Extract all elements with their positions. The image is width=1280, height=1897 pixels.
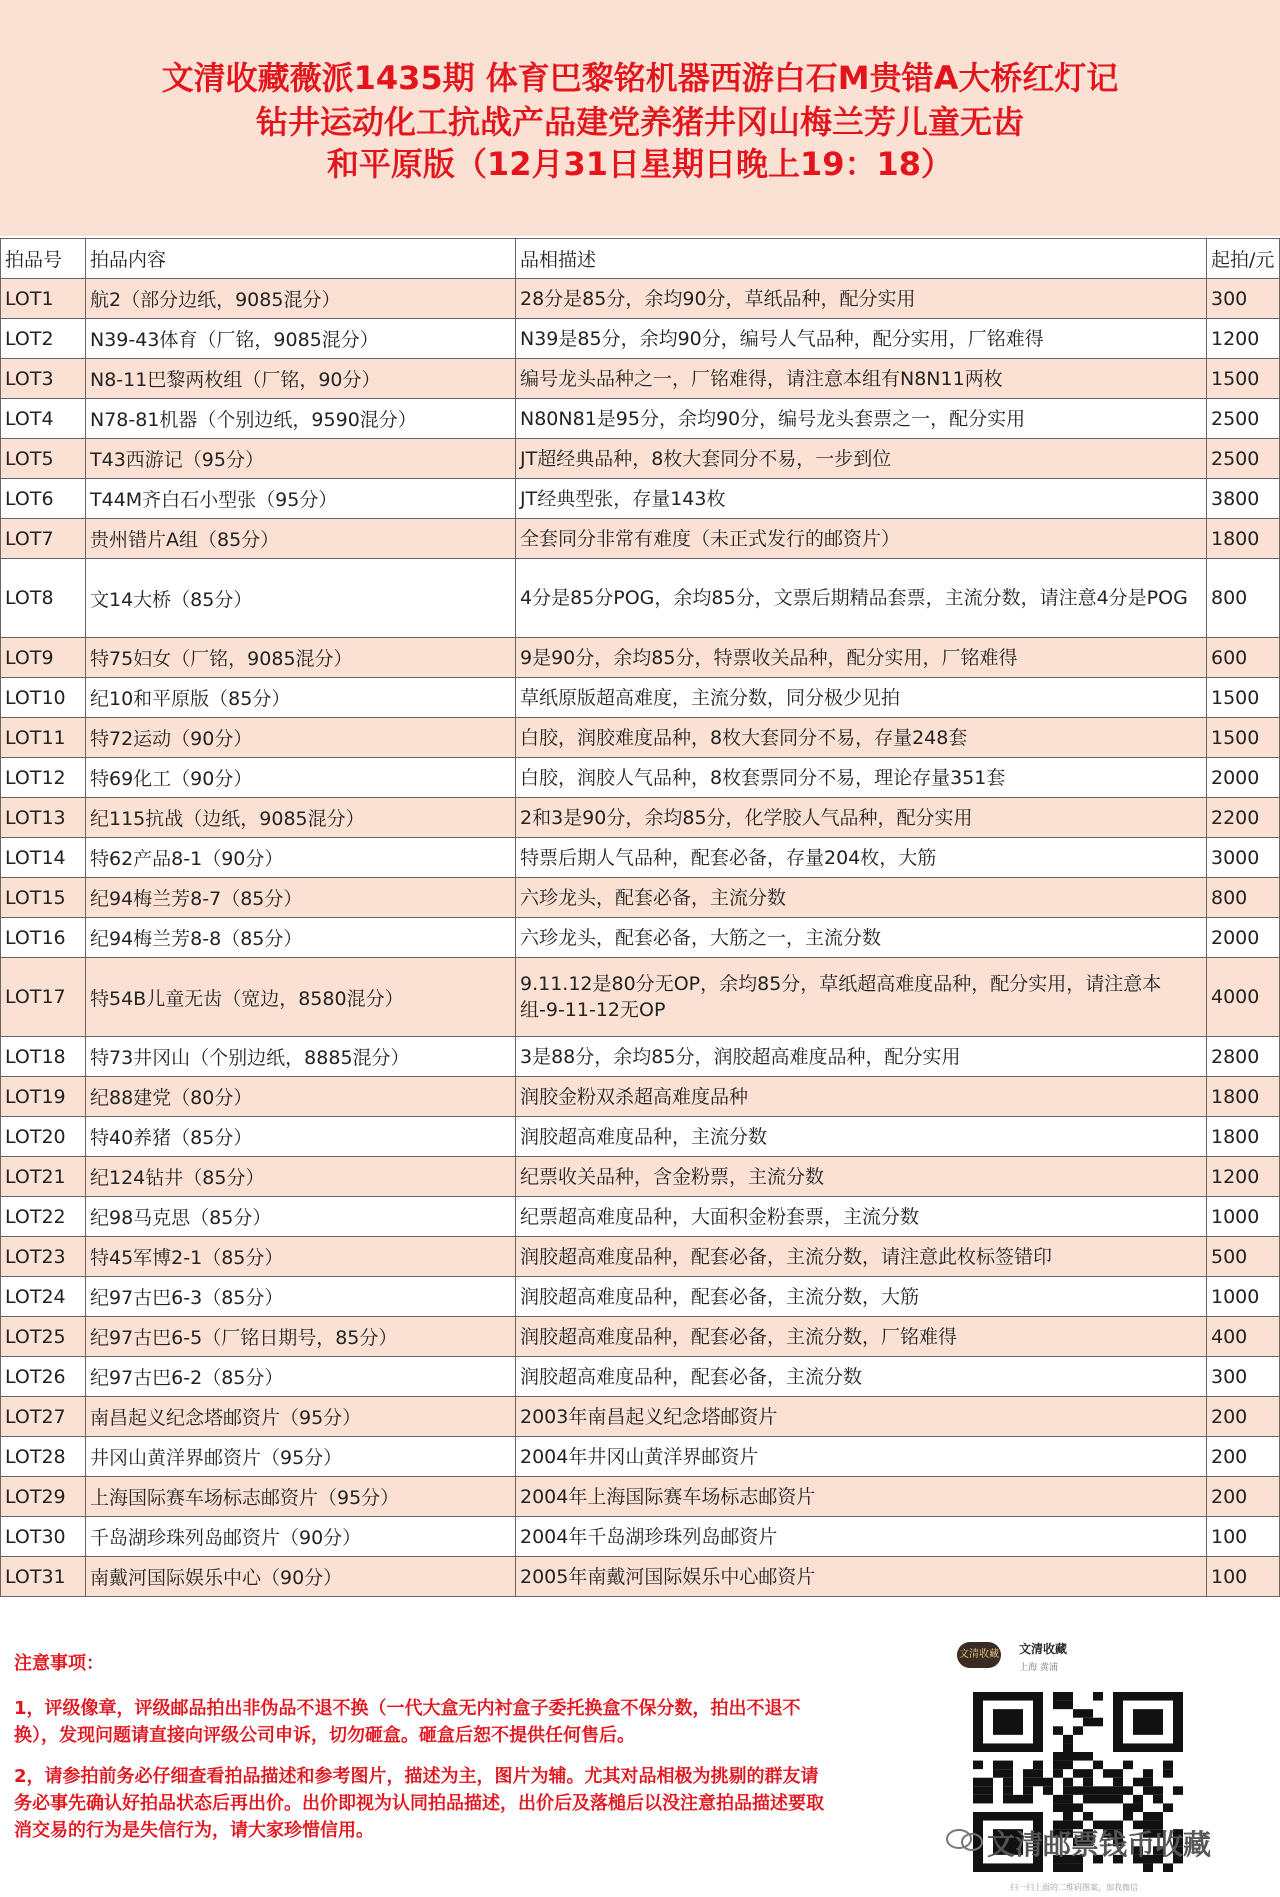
cell-starting-price: 3000 (1207, 838, 1280, 878)
cell-lot-number: LOT11 (1, 718, 86, 758)
cell-starting-price: 3800 (1207, 479, 1280, 519)
table-row (1, 798, 1280, 838)
table-row (1, 878, 1280, 918)
cell-lot-number: LOT15 (1, 878, 86, 918)
cell-lot-number: LOT8 (1, 559, 86, 638)
cell-lot-number: LOT4 (1, 399, 86, 439)
table-row (1, 958, 1280, 1037)
cell-lot-number: LOT2 (1, 319, 86, 359)
cell-condition-description: 特票后期人气品种，配套必备，存量204枚，大筋 (516, 838, 1207, 878)
table-row (1, 638, 1280, 678)
cell-condition-description: 2003年南昌起义纪念塔邮资片 (516, 1397, 1207, 1437)
cell-condition-description: 2004年千岛湖珍珠列岛邮资片 (516, 1517, 1207, 1557)
column-header-lot: 拍品号 (1, 239, 86, 279)
cell-lot-number: LOT28 (1, 1437, 86, 1477)
qr-footer-note: 扫一扫上面的二维码图案，加我微信 (1010, 1883, 1138, 1892)
cell-starting-price: 100 (1207, 1557, 1280, 1597)
table-row (1, 1397, 1280, 1437)
cell-starting-price: 2000 (1207, 918, 1280, 958)
wechat-caption (945, 1823, 1235, 1861)
header-banner (0, 0, 1280, 236)
cell-lot-number: LOT10 (1, 678, 86, 718)
cell-starting-price: 1000 (1207, 1277, 1280, 1317)
cell-lot-number: LOT29 (1, 1477, 86, 1517)
cell-lot-number: LOT16 (1, 918, 86, 958)
cell-item-content: 上海国际赛车场标志邮资片（95分） (86, 1477, 516, 1517)
cell-item-content: 纪124钻井（85分） (86, 1157, 516, 1197)
cell-lot-number: LOT23 (1, 1237, 86, 1277)
cell-item-content: 文14大桥（85分） (86, 559, 516, 638)
column-header-description: 品相描述 (516, 239, 1207, 279)
table-row (1, 718, 1280, 758)
cell-item-content: 井冈山黄洋界邮资片（95分） (86, 1437, 516, 1477)
cell-condition-description: 编号龙头品种之一，厂铭难得，请注意本组有N8N11两枚 (516, 359, 1207, 399)
cell-item-content: N39-43体育（厂铭，9085混分） (86, 319, 516, 359)
column-header-price: 起拍/元 (1207, 239, 1280, 279)
cell-starting-price: 1800 (1207, 1117, 1280, 1157)
cell-item-content: 特62产品8-1（90分） (86, 838, 516, 878)
cell-starting-price: 400 (1207, 1317, 1280, 1357)
table-row (1, 1517, 1280, 1557)
cell-starting-price: 300 (1207, 279, 1280, 319)
cell-condition-description: 润胶超高难度品种，主流分数 (516, 1117, 1207, 1157)
cell-starting-price: 2000 (1207, 758, 1280, 798)
cell-lot-number: LOT20 (1, 1117, 86, 1157)
table-row (1, 1237, 1280, 1277)
table-row (1, 1197, 1280, 1237)
cell-condition-description: 润胶超高难度品种，配套必备，主流分数，请注意此枚标签错印 (516, 1237, 1207, 1277)
cell-item-content: 纪94梅兰芳8-8（85分） (86, 918, 516, 958)
auction-lot-table (0, 238, 1280, 1597)
column-header-item: 拍品内容 (86, 239, 516, 279)
cell-item-content: 纪98马克思（85分） (86, 1197, 516, 1237)
cell-item-content: T43西游记（95分） (86, 439, 516, 479)
cell-condition-description: 3是88分，余均85分，润胶超高难度品种，配分实用 (516, 1037, 1207, 1077)
cell-lot-number: LOT18 (1, 1037, 86, 1077)
cell-lot-number: LOT22 (1, 1197, 86, 1237)
cell-item-content: 特54B儿童无齿（宽边，8580混分） (86, 958, 516, 1037)
table-row (1, 1117, 1280, 1157)
table-row (1, 1477, 1280, 1517)
cell-starting-price: 2500 (1207, 399, 1280, 439)
cell-item-content: 南戴河国际娱乐中心（90分） (86, 1557, 516, 1597)
table-row (1, 758, 1280, 798)
table-row (1, 1077, 1280, 1117)
cell-item-content: 纪10和平原版（85分） (86, 678, 516, 718)
cell-condition-description: 白胶，润胶难度品种，8枚大套同分不易，存量248套 (516, 718, 1207, 758)
brand-name: 文清收藏 (1019, 1642, 1068, 1656)
cell-lot-number: LOT31 (1, 1557, 86, 1597)
cell-condition-description: N39是85分，余均90分，编号人气品种，配分实用，厂铭难得 (516, 319, 1207, 359)
cell-starting-price: 800 (1207, 559, 1280, 638)
cell-item-content: 特75妇女（厂铭，9085混分） (86, 638, 516, 678)
cell-condition-description: JT超经典品种，8枚大套同分不易，一步到位 (516, 439, 1207, 479)
table-row (1, 1557, 1280, 1597)
cell-item-content: N78-81机器（个别边纸，9590混分） (86, 399, 516, 439)
cell-condition-description: JT经典型张，存量143枚 (516, 479, 1207, 519)
cell-starting-price: 1200 (1207, 1157, 1280, 1197)
cell-condition-description: 白胶，润胶人气品种，8枚套票同分不易，理论存量351套 (516, 758, 1207, 798)
cell-starting-price: 600 (1207, 638, 1280, 678)
table-row (1, 1317, 1280, 1357)
cell-starting-price: 200 (1207, 1397, 1280, 1437)
cell-item-content: 特40养猪（85分） (86, 1117, 516, 1157)
cell-lot-number: LOT27 (1, 1397, 86, 1437)
notice-section (14, 1650, 834, 1858)
cell-lot-number: LOT1 (1, 279, 86, 319)
brand-logo: 文清收藏 (957, 1642, 1001, 1668)
table-row (1, 439, 1280, 479)
cell-lot-number: LOT26 (1, 1357, 86, 1397)
title-line-2: 钻井运动化工抗战产品建党养猪井冈山梅兰芳儿童无齿 (255, 103, 1024, 141)
cell-condition-description: 2004年上海国际赛车场标志邮资片 (516, 1477, 1207, 1517)
cell-item-content: N8-11巴黎两枚组（厂铭，90分） (86, 359, 516, 399)
cell-condition-description: 纪票收关品种，含金粉票，主流分数 (516, 1157, 1207, 1197)
cell-starting-price: 500 (1207, 1237, 1280, 1277)
table-row (1, 359, 1280, 399)
table-row (1, 399, 1280, 439)
table-row (1, 319, 1280, 359)
table-row (1, 559, 1280, 638)
table-row (1, 838, 1280, 878)
cell-lot-number: LOT19 (1, 1077, 86, 1117)
cell-item-content: T44M齐白石小型张（95分） (86, 479, 516, 519)
cell-item-content: 南昌起义纪念塔邮资片（95分） (86, 1397, 516, 1437)
table-row (1, 1357, 1280, 1397)
notice-title: 注意事项： (14, 1653, 104, 1674)
cell-condition-description: 4分是85分POG，余均85分，文票后期精品套票，主流分数，请注意4分是POG (516, 559, 1207, 638)
cell-item-content: 纪94梅兰芳8-7（85分） (86, 878, 516, 918)
table-row (1, 678, 1280, 718)
cell-lot-number: LOT30 (1, 1517, 86, 1557)
cell-starting-price: 1200 (1207, 319, 1280, 359)
cell-condition-description: 润胶超高难度品种，配套必备，主流分数 (516, 1357, 1207, 1397)
cell-condition-description: 9.11.12是80分无OP，余均85分，草纸超高难度品种，配分实用，请注意本组-9-11-12无OP (516, 958, 1207, 1037)
cell-item-content: 纪115抗战（边纸，9085混分） (86, 798, 516, 838)
cell-item-content: 特73井冈山（个别边纸，8885混分） (86, 1037, 516, 1077)
notice-item-2: 2，请参拍前务必仔细查看拍品描述和参考图片，描述为主，图片为辅。尤其对品相极为挑剔的群友请务必事先确认好拍品状态后再出价。出价即视为认同拍品描述，出价后及落槌后以没注意拍品描述要取消交易的行为是失信行为，请大家珍惜信用。 (14, 1766, 824, 1841)
cell-condition-description: 2005年南戴河国际娱乐中心邮资片 (516, 1557, 1207, 1597)
table-row (1, 279, 1280, 319)
title-line-1: 文清收藏薇派1435期 体育巴黎铭机器西游白石M贵错A大桥红灯记 (161, 59, 1119, 97)
cell-condition-description: 草纸原版超高难度，主流分数，同分极少见拍 (516, 678, 1207, 718)
cell-item-content: 特69化工（90分） (86, 758, 516, 798)
cell-starting-price: 1500 (1207, 359, 1280, 399)
table-body (1, 279, 1280, 1597)
cell-lot-number: LOT5 (1, 439, 86, 479)
cell-item-content: 特45军博2-1（85分） (86, 1237, 516, 1277)
table-row (1, 1277, 1280, 1317)
cell-lot-number: LOT3 (1, 359, 86, 399)
cell-lot-number: LOT17 (1, 958, 86, 1037)
cell-lot-number: LOT24 (1, 1277, 86, 1317)
table-row (1, 918, 1280, 958)
cell-starting-price: 1800 (1207, 519, 1280, 559)
cell-lot-number: LOT25 (1, 1317, 86, 1357)
cell-starting-price: 800 (1207, 878, 1280, 918)
title-line-3: 和平原版（12月31日星期日晚上19：18） (326, 145, 954, 183)
cell-condition-description: 全套同分非常有难度（未正式发行的邮资片） (516, 519, 1207, 559)
cell-item-content: 纪97古巴6-3（85分） (86, 1277, 516, 1317)
cell-starting-price: 2500 (1207, 439, 1280, 479)
table-row (1, 1037, 1280, 1077)
cell-item-content: 航2（部分边纸，9085混分） (86, 279, 516, 319)
wechat-account-name: 文清邮票钱币收藏 (987, 1828, 1212, 1861)
cell-lot-number: LOT7 (1, 519, 86, 559)
cell-starting-price: 200 (1207, 1477, 1280, 1517)
cell-item-content: 纪88建党（80分） (86, 1077, 516, 1117)
cell-condition-description: 纪票超高难度品种，大面积金粉套票，主流分数 (516, 1197, 1207, 1237)
brand-location: 上海 黄浦 (1019, 1663, 1058, 1673)
cell-starting-price: 2800 (1207, 1037, 1280, 1077)
cell-starting-price: 300 (1207, 1357, 1280, 1397)
cell-condition-description: 润胶金粉双杀超高难度品种 (516, 1077, 1207, 1117)
cell-starting-price: 4000 (1207, 958, 1280, 1037)
cell-item-content: 贵州错片A组（85分） (86, 519, 516, 559)
table-row (1, 1437, 1280, 1477)
wechat-icon (945, 1827, 985, 1853)
cell-starting-price: 1500 (1207, 678, 1280, 718)
cell-condition-description: 28分是85分，余均90分，草纸品种，配分实用 (516, 279, 1207, 319)
cell-lot-number: LOT13 (1, 798, 86, 838)
cell-condition-description: 2和3是90分，余均85分，化学胶人气品种，配分实用 (516, 798, 1207, 838)
cell-starting-price: 100 (1207, 1517, 1280, 1557)
cell-starting-price: 2200 (1207, 798, 1280, 838)
cell-condition-description: 润胶超高难度品种，配套必备，主流分数，厂铭难得 (516, 1317, 1207, 1357)
notice-item-1: 1，评级像章，评级邮品拍出非伪品不退不换（一代大盒无内衬盒子委托换盒不保分数，拍出不退不换），发现问题请直接向评级公司申诉，切勿砸盒。砸盒后恕不提供任何售后。 (14, 1698, 801, 1746)
cell-item-content: 千岛湖珍珠列岛邮资片（90分） (86, 1517, 516, 1557)
cell-item-content: 特72运动（90分） (86, 718, 516, 758)
cell-lot-number: LOT21 (1, 1157, 86, 1197)
cell-condition-description: 润胶超高难度品种，配套必备，主流分数，大筋 (516, 1277, 1207, 1317)
cell-item-content: 纪97古巴6-2（85分） (86, 1357, 516, 1397)
cell-starting-price: 1000 (1207, 1197, 1280, 1237)
cell-starting-price: 1500 (1207, 718, 1280, 758)
cell-lot-number: LOT12 (1, 758, 86, 798)
cell-condition-description: 2004年井冈山黄洋界邮资片 (516, 1437, 1207, 1477)
cell-item-content: 纪97古巴6-5（厂铭日期号，85分） (86, 1317, 516, 1357)
cell-lot-number: LOT14 (1, 838, 86, 878)
table-row (1, 479, 1280, 519)
table-row (1, 1157, 1280, 1197)
cell-condition-description: N80N81是95分，余均90分，编号龙头套票之一，配分实用 (516, 399, 1207, 439)
table-header-row (1, 239, 1280, 279)
cell-starting-price: 200 (1207, 1437, 1280, 1477)
cell-lot-number: LOT9 (1, 638, 86, 678)
cell-condition-description: 六珍龙头，配套必备，大筋之一，主流分数 (516, 918, 1207, 958)
cell-condition-description: 六珍龙头，配套必备，主流分数 (516, 878, 1207, 918)
table-row (1, 519, 1280, 559)
cell-lot-number: LOT6 (1, 479, 86, 519)
cell-starting-price: 1800 (1207, 1077, 1280, 1117)
cell-condition-description: 9是90分，余均85分，特票收关品种，配分实用，厂铭难得 (516, 638, 1207, 678)
